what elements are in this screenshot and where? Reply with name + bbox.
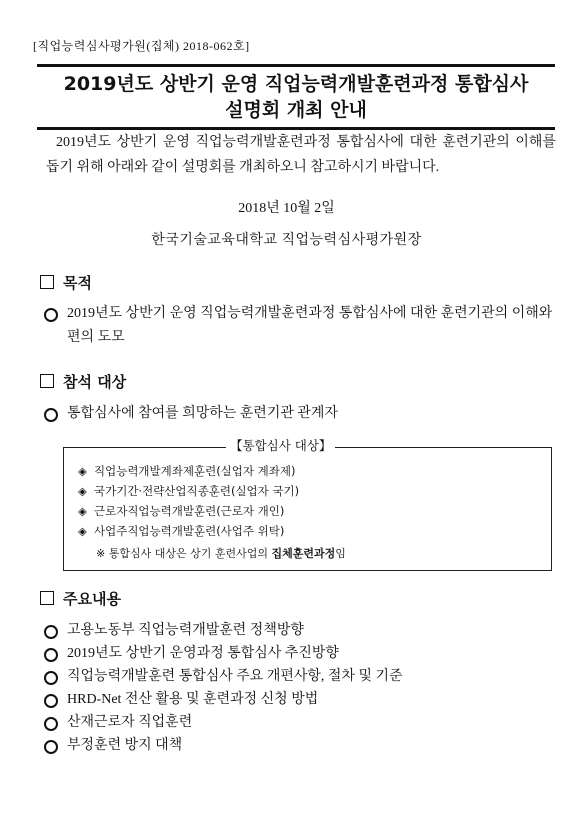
list-item: [44, 642, 556, 666]
section-heading-label: 목적: [63, 274, 92, 292]
target-row-text: 국가기간·전략산업직종훈련(실업자 국기): [94, 484, 300, 498]
circle-bullet-icon: [44, 648, 58, 662]
circle-bullet-icon: [44, 625, 58, 639]
document-number: [직업능력심사평가원(집체) 2018-062호]: [33, 39, 250, 53]
target-row: [78, 503, 284, 519]
circle-bullet-icon: [44, 694, 58, 708]
note-suffix: 임: [335, 547, 346, 560]
list-item: [44, 302, 556, 350]
square-bullet-icon: [40, 374, 54, 388]
note-prefix: ※ 통합심사 대상은 상기 훈련사업의: [96, 547, 272, 560]
title-line-2: 설명회 개최 안내: [225, 99, 367, 121]
intro-paragraph: [46, 130, 556, 180]
list-item-text: HRD-Net 전산 활용 및 훈련과정 신청 방법: [67, 692, 319, 707]
target-note: [96, 545, 346, 561]
list-item: [44, 688, 556, 712]
square-bullet-icon: [40, 591, 54, 605]
list-item-text: 부정훈련 방지 대책: [67, 738, 183, 753]
list-item: [44, 711, 556, 735]
section-heading-label: 주요내용: [63, 590, 121, 608]
target-row: [78, 463, 295, 479]
issuer-name: 한국기술교육대학교 직업능력심사평가원장: [151, 233, 422, 248]
diamond-bullet-icon: ◈: [78, 504, 87, 518]
intro-text: 2019년도 상반기 운영 직업능력개발훈련과정 통합심사에 대한 훈련기관의 이해를 돕기 위해 아래와 같이 설명회를 개최하오니 참고하시기 바랍니다.: [46, 135, 556, 175]
section-heading-content: [40, 588, 121, 609]
circle-bullet-icon: [44, 408, 58, 422]
title-box: [37, 64, 555, 130]
list-item: [44, 402, 556, 426]
target-row-text: 직업능력개발계좌제훈련(실업자 계좌제): [94, 464, 296, 478]
target-row: [78, 483, 299, 499]
title-line-1: 2019년도 상반기 운영 직업능력개발훈련과정 통합심사: [63, 73, 529, 95]
list-item-text: 2019년도 상반기 운영 직업능력개발훈련과정 통합심사에 대한 훈련기관의 이해와 편의 도모: [67, 306, 553, 345]
section-heading-attendees: [40, 371, 126, 392]
list-item-text: 고용노동부 직업능력개발훈련 정책방향: [67, 623, 304, 638]
announcement-date: 2018년 10월 2일: [238, 201, 335, 216]
section-heading-purpose: [40, 272, 92, 293]
note-emphasis: 집체훈련과정: [271, 547, 336, 560]
target-row: [78, 523, 284, 539]
circle-bullet-icon: [44, 671, 58, 685]
target-row-text: 사업주직업능력개발훈련(사업주 위탁): [94, 524, 285, 538]
diamond-bullet-icon: ◈: [78, 524, 87, 538]
list-item-text: 산재근로자 직업훈련: [67, 715, 193, 730]
circle-bullet-icon: [44, 717, 58, 731]
target-panel-title: 【통합심사 대상】: [226, 436, 335, 454]
list-item: [44, 619, 556, 643]
circle-bullet-icon: [44, 308, 58, 322]
target-row-text: 근로자직업능력개발훈련(근로자 개인): [94, 504, 285, 518]
list-item: [44, 734, 556, 758]
diamond-bullet-icon: ◈: [78, 484, 87, 498]
square-bullet-icon: [40, 275, 54, 289]
list-item-text: 직업능력개발훈련 통합심사 주요 개편사항, 절차 및 기준: [67, 669, 403, 684]
document-title: [37, 71, 555, 123]
diamond-bullet-icon: ◈: [78, 464, 87, 478]
section-heading-label: 참석 대상: [63, 373, 127, 391]
circle-bullet-icon: [44, 740, 58, 754]
list-item: [44, 665, 556, 689]
list-item-text: 통합심사에 참여를 희망하는 훈련기관 관계자: [67, 406, 338, 421]
list-item-text: 2019년도 상반기 운영과정 통합심사 추진방향: [67, 646, 339, 661]
